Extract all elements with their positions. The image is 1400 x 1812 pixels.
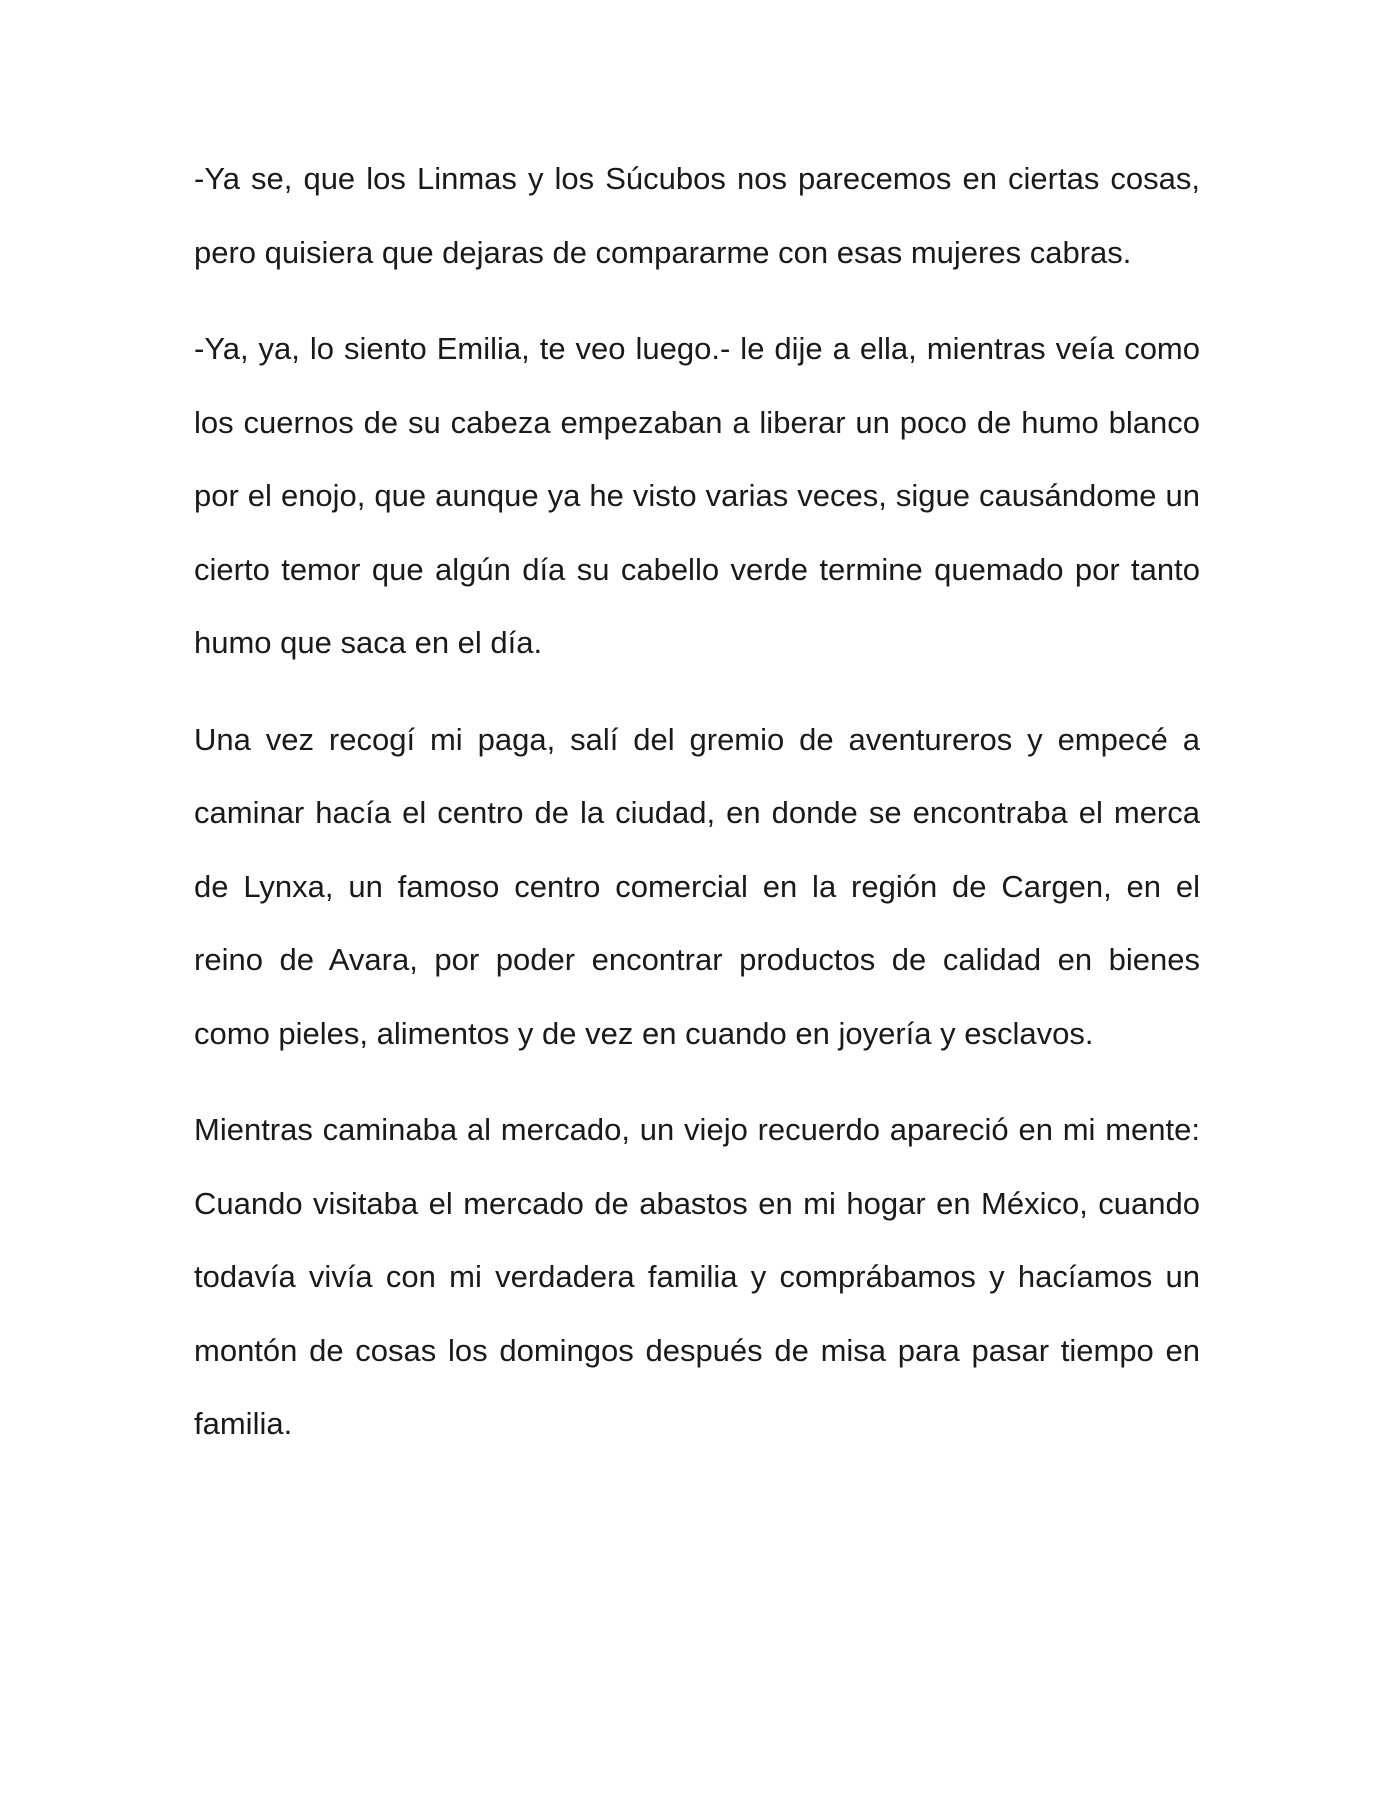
paragraph-4: Mientras caminaba al mercado, un viejo recuerdo apareció en mi mente: Cuando visitaba el mercado de abastos en mi hogar en México, cuando todavía vivía con mi verdadera familia y comprábamos y hacíamos un montón de cosas los domingos después de misa para pasar tiempo en familia. xyxy=(194,1112,1200,1441)
paragraph-2: -Ya, ya, lo siento Emilia, te veo luego.- le dije a ella, mientras veía como los cuernos de su cabeza empezaban a liberar un poco de humo blanco por el enojo, que aunque ya he visto varias veces, sigue causándome un cierto temor que algún día su cabello verde termine quemado por tanto humo que saca en el día. xyxy=(194,331,1200,660)
paragraph-3: Una vez recogí mi paga, salí del gremio de aventureros y empecé a caminar hacía el centro de la ciudad, en donde se encontraba el merca de Lynxa, un famoso centro comercial en la región de Cargen, en el reino de Avara, por poder encontrar productos de calidad en bienes como pieles, alimentos y de vez en cuando en joyería y esclavos. xyxy=(194,721,1200,1051)
paragraph-1: -Ya se, que los Linmas y los Súcubos nos parecemos en ciertas cosas, pero quisiera que dejaras de compararme con esas mujeres cabras. xyxy=(194,161,1200,270)
body-text xyxy=(194,142,1200,1484)
